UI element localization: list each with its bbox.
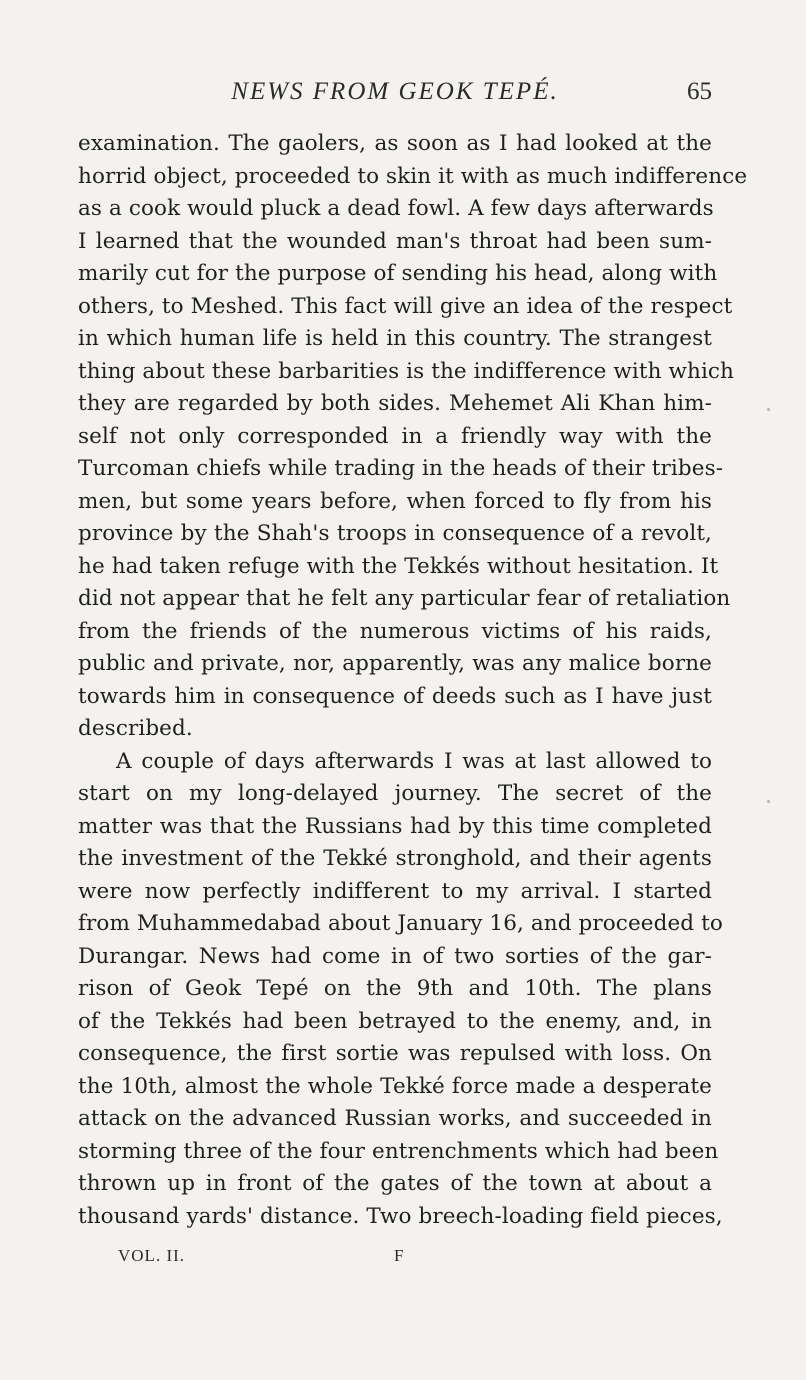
text-line: were now perfectly indifferent to my arrival. I started (78, 878, 712, 904)
text-line: attack on the advanced Russian works, and succeeded in (78, 1106, 712, 1131)
text-line: matter was that the Russians had by this time completed (78, 813, 712, 839)
text-line: start on my long-delayed journey. The secret of the (78, 781, 712, 806)
text-line: rison of Geok Tepé on the 9th and 10th. The plans (78, 976, 712, 1001)
text-line: examination. The gaolers, as soon as I had looked at the (78, 131, 712, 156)
text-line: Durangar. News had come in of two sorties of the gar- (78, 943, 712, 969)
text-line: horrid object, proceeded to skin it with as much indifference (78, 163, 748, 189)
text-line: public and private, nor, apparently, was any malice borne (78, 651, 712, 676)
text-line: the investment of the Tekké stronghold, and their agents (78, 846, 712, 871)
volume-mark: VOL. II. (118, 1246, 186, 1265)
running-head (78, 78, 712, 112)
text-line: in which human life is held in this country. The strangest (78, 326, 712, 351)
text-line: they are regarded by both sides. Mehemet Ali Khan him- (78, 391, 712, 416)
text-line: province by the Shah's troops in consequence of a revolt, (78, 521, 712, 546)
text-line: men, but some years before, when forced to fly from his (78, 488, 712, 514)
text-line: as a cook would pluck a dead fowl. A few days afterwards (78, 196, 714, 221)
text-line: thousand yards' distance. Two breech-loading field pieces, (78, 1203, 723, 1229)
text-line: from Muhammedabad about January 16, and proceeded to (78, 911, 723, 936)
text-line: thrown up in front of the gates of the town at about a (78, 1171, 712, 1196)
margin-speck (767, 408, 770, 411)
text-line: from the friends of the numerous victims of his raids, (78, 618, 712, 644)
text-line: of the Tekkés had been betrayed to the enemy, and, in (78, 1008, 712, 1034)
text-line: self not only corresponded in a friendly way with the (78, 423, 712, 449)
text-line: towards him in consequence of deeds such as I have just (78, 683, 712, 709)
text-line: I learned that the wounded man's throat had been sum- (78, 228, 712, 254)
page-number: 65 (687, 78, 712, 105)
body-text (78, 128, 748, 1233)
text-line: the 10th, almost the whole Tekké force made a desperate (78, 1073, 712, 1099)
text-line: consequence, the first sortie was repulsed with loss. On (78, 1041, 712, 1066)
text-line: thing about these barbarities is the indifference with which (78, 358, 735, 384)
text-line: did not appear that he felt any particular fear of retaliation (78, 586, 731, 611)
text-line: marily cut for the purpose of sending his head, along with (78, 261, 718, 286)
running-title: NEWS FROM GEOK TEPÉ. (231, 78, 559, 105)
page-footer (118, 1246, 458, 1270)
signature-mark: F (394, 1246, 405, 1265)
paragraph-start-line: A couple of days afterwards I was at last allowed to (116, 748, 712, 774)
text-line: others, to Meshed. This fact will give an idea of the respect (78, 293, 733, 319)
paragraph-end-line: described. (78, 716, 193, 741)
text-line: he had taken refuge with the Tekkés without hesitation. It (78, 553, 719, 579)
margin-speck (767, 800, 770, 803)
text-line: Turcoman chiefs while trading in the heads of their tribes- (78, 456, 724, 481)
text-line: storming three of the four entrenchments which had been (78, 1138, 719, 1164)
